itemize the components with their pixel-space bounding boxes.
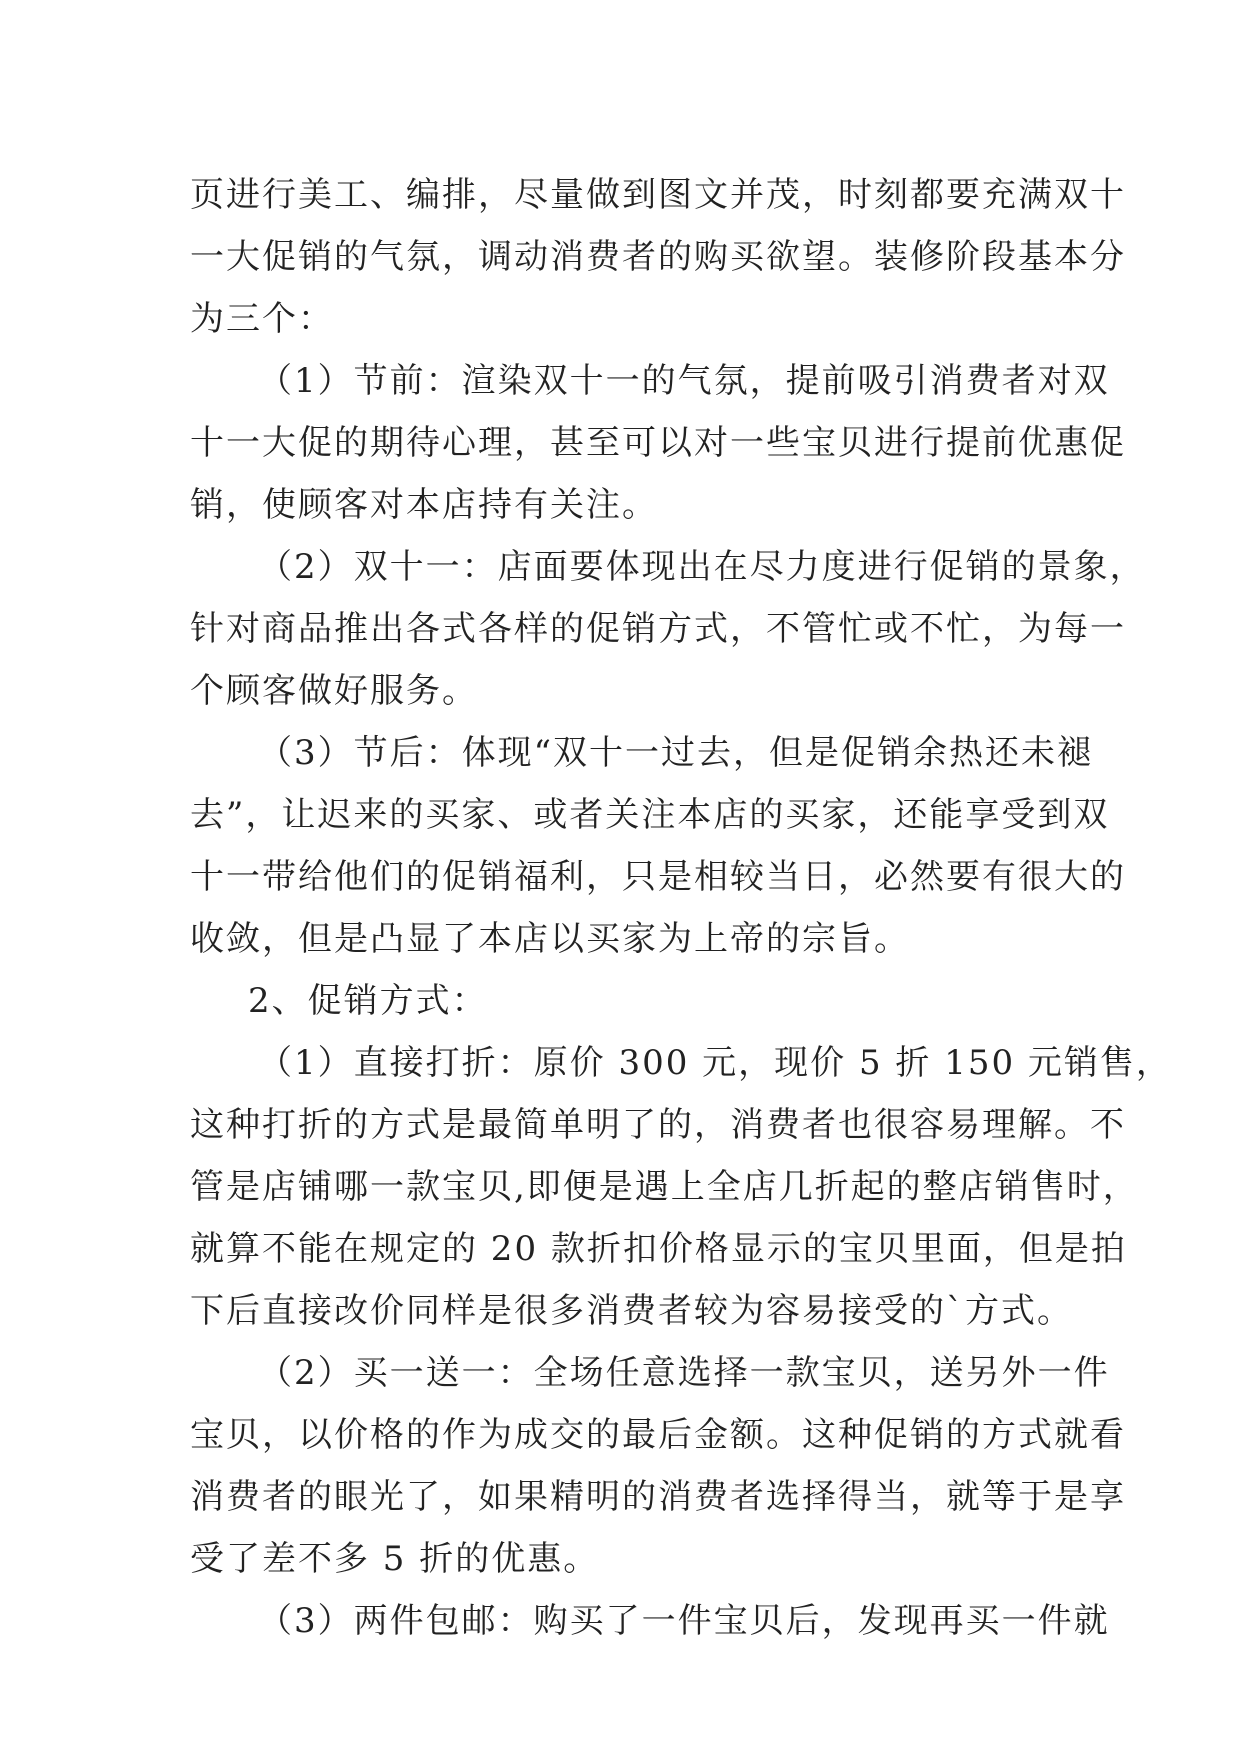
text-line: 页进行美工、编排，尽量做到图文并茂，时刻都要充满双十: [190, 175, 1126, 215]
document-body: [190, 164, 1172, 1652]
text-line: （3）节后：体现“双十一过去，但是促销余热还未褪: [258, 733, 1094, 773]
text-line: 收敛，但是凸显了本店以买家为上帝的宗旨。: [190, 919, 910, 959]
text-line: 十一大促的期待心理，甚至可以对一些宝贝进行提前优惠促: [190, 423, 1126, 463]
text-line: 针对商品推出各式各样的促销方式，不管忙或不忙，为每一: [190, 609, 1126, 649]
text-line: 个顾客做好服务。: [190, 671, 478, 711]
section-heading: 2、促销方式：: [248, 981, 488, 1021]
text-line: 一大促销的气氛，调动消费者的购买欲望。装修阶段基本分: [190, 237, 1126, 277]
text-line: 管是店铺哪一款宝贝,即便是遇上全店几折起的整店销售时，: [190, 1167, 1139, 1207]
text-line: 销，使顾客对本店持有关注。: [190, 485, 658, 525]
text-line: （2）双十一：店面要体现出在尽力度进行促销的景象，: [258, 547, 1146, 587]
text-line: 去”，让迟来的买家、或者关注本店的买家，还能享受到双: [190, 795, 1110, 835]
text-line: 为三个：: [190, 299, 334, 339]
text-line: （1）直接打折：原价 300 元，现价 5 折 150 元销售，: [258, 1043, 1172, 1083]
text-line: （1）节前：渲染双十一的气氛，提前吸引消费者对双: [258, 361, 1110, 401]
text-line: 这种打折的方式是最简单明了的，消费者也很容易理解。不: [190, 1105, 1126, 1145]
text-line: 下后直接改价同样是很多消费者较为容易接受的`方式。: [190, 1291, 1073, 1331]
text-line: 消费者的眼光了，如果精明的消费者选择得当，就等于是享: [190, 1477, 1126, 1517]
text-line: 宝贝，以价格的作为成交的最后金额。这种促销的方式就看: [190, 1415, 1126, 1455]
text-line: （2）买一送一：全场任意选择一款宝贝，送另外一件: [258, 1353, 1110, 1393]
text-line: （3）两件包邮：购买了一件宝贝后，发现再买一件就: [258, 1601, 1110, 1641]
text-line: 十一带给他们的促销福利，只是相较当日，必然要有很大的: [190, 857, 1126, 897]
text-line: 受了差不多 5 折的优惠。: [190, 1539, 600, 1579]
text-line: 就算不能在规定的 20 款折扣价格显示的宝贝里面，但是拍: [190, 1229, 1127, 1269]
